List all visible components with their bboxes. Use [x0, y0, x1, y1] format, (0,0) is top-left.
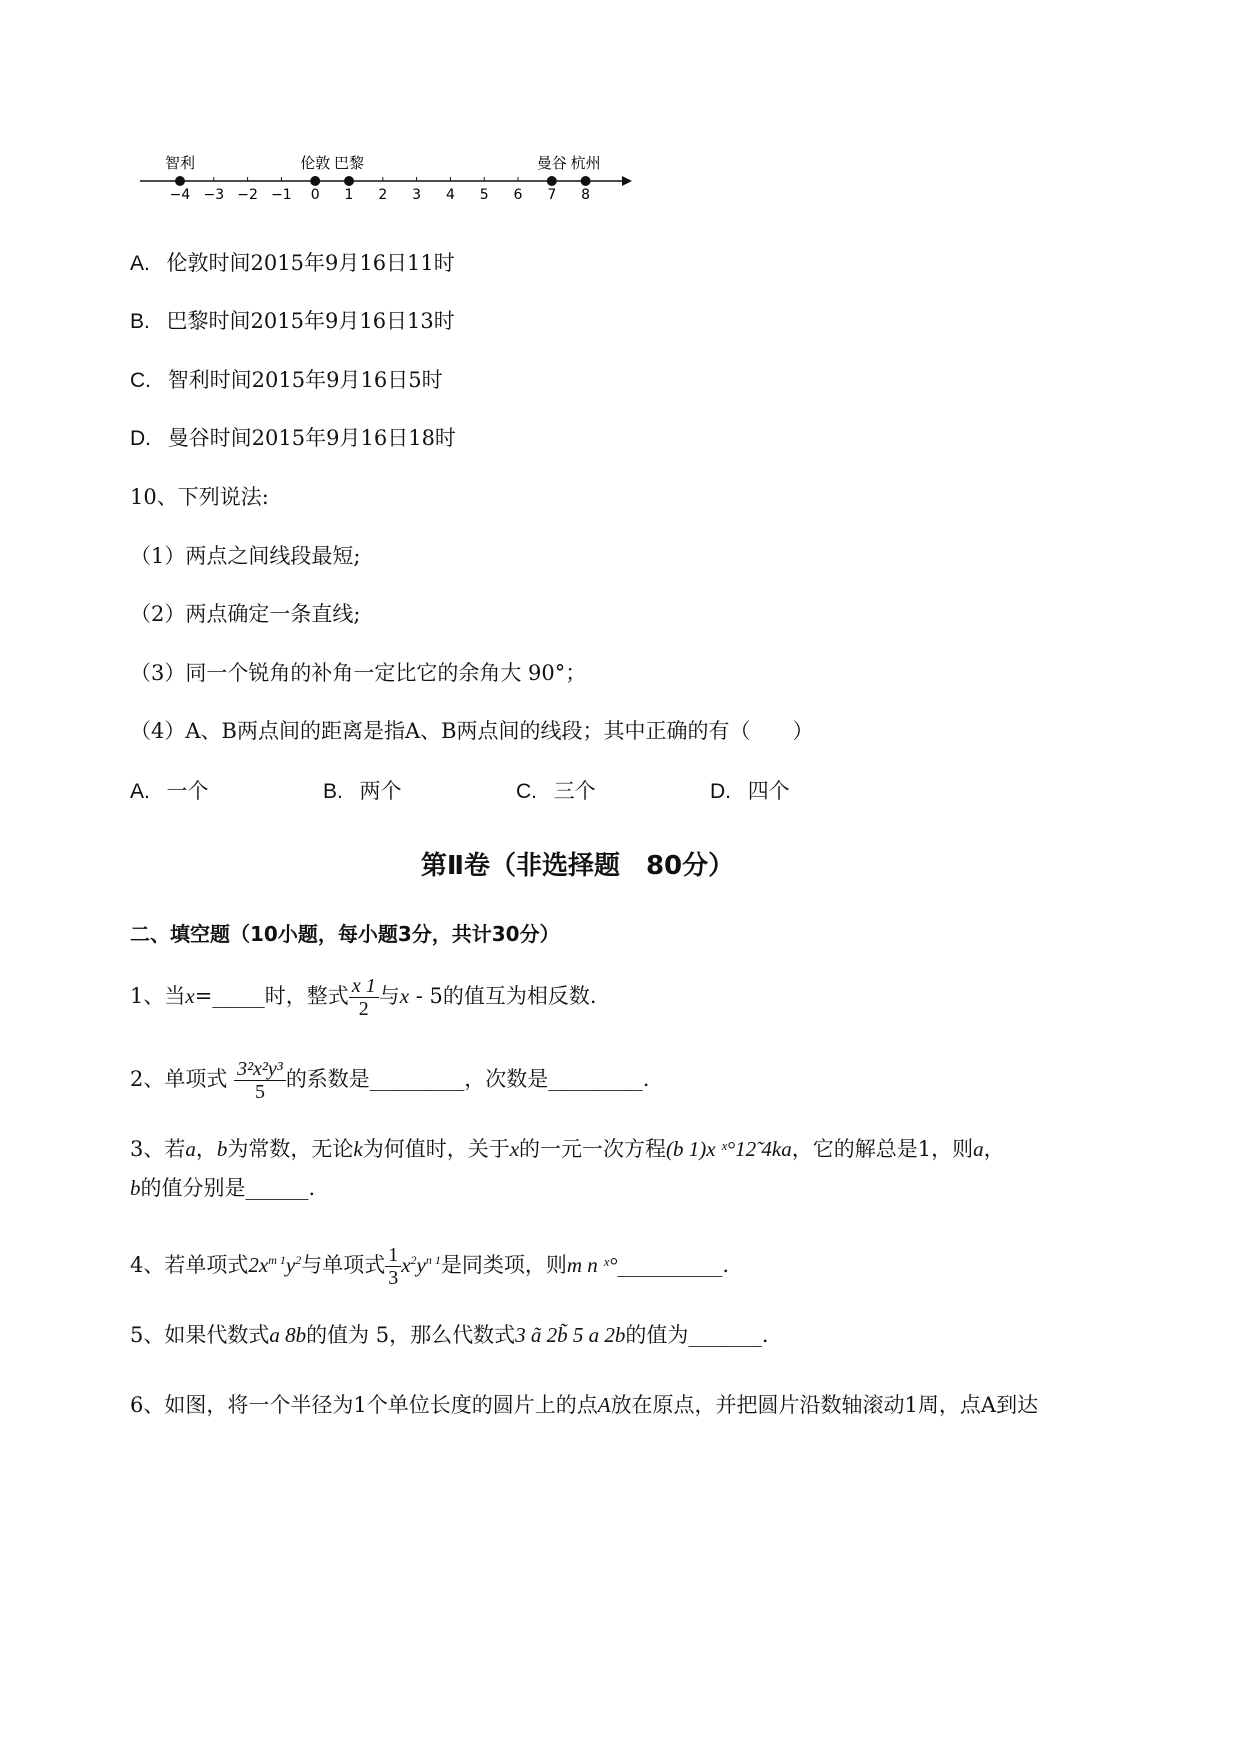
q5-expr-2: 3 ã 2b̃ 5 a 2b	[515, 1323, 626, 1347]
option-letter: B.	[323, 780, 343, 803]
city-label: 智利	[164, 154, 196, 172]
q2-part-b: 的系数是_________，次数是_________.	[285, 1067, 650, 1091]
city-point	[581, 176, 591, 186]
tick-label: 8	[581, 187, 591, 203]
tick-label: 4	[445, 187, 455, 203]
option-letter: A.	[130, 780, 150, 803]
option-text: 伦敦时间2015年9月16日11时	[166, 251, 455, 275]
q5-expr-1: a 8b	[269, 1323, 307, 1347]
city-label: 伦敦	[300, 154, 331, 172]
q10-item-1: （1）两点之间线段最短;	[130, 544, 361, 568]
q9-option-c	[130, 367, 443, 394]
city-point	[310, 176, 320, 186]
q4-part-b: 与单项式	[301, 1253, 386, 1277]
q3-part-a: 3、若	[130, 1137, 186, 1161]
q3-part-g: ，	[983, 1137, 1005, 1161]
q4-sup2: 2	[295, 1253, 302, 1267]
fraction-denominator: 3	[388, 1267, 399, 1289]
fill-q2	[130, 1058, 650, 1103]
q10-item-4: （4）A、B两点间的距离是指A、B两点间的线段；其中正确的有（ ）	[130, 719, 814, 743]
city-point	[344, 176, 354, 186]
q1-var-x: x	[185, 984, 195, 1008]
q5-part-b: 的值为 5，那么代数式	[306, 1323, 516, 1347]
fill-q3-line1	[130, 1136, 1005, 1162]
q3-equation: (b 1)x ˣ°12̃ 4ka	[666, 1137, 792, 1161]
option-letter: C.	[130, 369, 151, 392]
tick-label: 0	[310, 187, 320, 203]
tick-label: 2	[378, 187, 388, 203]
tick-label: 1	[344, 187, 354, 203]
tick-label: −2	[237, 187, 258, 203]
city-point	[547, 176, 557, 186]
q5-part-c: 的值为_______.	[625, 1323, 769, 1347]
city-point	[175, 176, 185, 186]
option-text: 巴黎时间2015年9月16日13时	[166, 309, 455, 333]
q3-var-b2: b	[130, 1176, 141, 1200]
option-letter: C.	[516, 780, 537, 803]
q1-var-x2: x	[399, 984, 410, 1008]
q3-line2-text: 的值分别是______.	[140, 1176, 316, 1200]
city-label: 曼谷	[536, 154, 567, 172]
q10-option-b	[323, 778, 402, 805]
option-text: 一个	[166, 779, 209, 803]
q2-part-a: 2、单项式	[130, 1067, 228, 1091]
city-label: 杭州	[570, 154, 601, 172]
tick-label: −3	[203, 187, 225, 203]
q4-m2: y	[285, 1253, 296, 1277]
q4-sup3: 2	[410, 1253, 417, 1267]
q4-part-a: 4、若单项式	[130, 1253, 249, 1277]
q4-part-c: 是同类项，则	[440, 1253, 567, 1277]
q10-item-3: （3）同一个锐角的补角一定比它的余角大 90°；	[130, 661, 587, 685]
fill-q1	[130, 975, 597, 1020]
q4-expr: m n ˣ°	[566, 1253, 618, 1277]
q3-part-b: ，	[195, 1137, 217, 1161]
q4-m4: y	[416, 1253, 426, 1277]
tick-label: −4	[169, 187, 191, 203]
tick-label: 7	[547, 187, 557, 203]
tick-label: 5	[479, 187, 489, 203]
number-line-figure	[140, 140, 640, 210]
q10-item-2: （2）两点确定一条直线;	[130, 602, 361, 626]
q6-part-a: 6、如图，将一个半径为1个单位长度的圆片上的点	[130, 1393, 598, 1417]
q6-var-a: A	[597, 1393, 611, 1417]
q5-part-a: 5、如果代数式	[130, 1323, 270, 1347]
q3-part-e: 的一元一次方程	[519, 1137, 667, 1161]
option-letter: D.	[130, 427, 151, 450]
q10-option-c	[516, 778, 596, 805]
q1-part-c: 与	[378, 984, 400, 1008]
q4-monomial-2	[401, 1253, 441, 1277]
q3-var-x: x	[509, 1137, 520, 1161]
option-letter: B.	[130, 310, 150, 333]
q4-m1: 2x	[248, 1253, 269, 1277]
q9-option-d	[130, 425, 456, 452]
q3-var-a: a	[185, 1137, 196, 1161]
city-label: 巴黎	[333, 154, 365, 172]
q6-part-b: 放在原点，并把圆片沿数轴滚动1周，点A到达	[610, 1393, 1039, 1417]
fraction-numerator: 3²x²y³	[234, 1058, 286, 1081]
part2-title: 第Ⅱ卷（非选择题 80分）	[420, 851, 735, 881]
option-text: 两个	[359, 779, 402, 803]
q1-part-b: =_____时，整式	[194, 984, 349, 1008]
q1-fraction	[349, 975, 379, 1020]
option-text: 四个	[747, 779, 790, 803]
fill-q4	[130, 1244, 729, 1289]
q4-monomial-1	[248, 1253, 301, 1277]
q4-blank: __________.	[617, 1253, 730, 1277]
q1-part-a: 1、当	[130, 984, 186, 1008]
fill-section-heading: 二、填空题（10小题，每小题3分，共计30分）	[130, 922, 560, 946]
q9-option-b	[130, 308, 455, 335]
tick-label: 3	[412, 187, 422, 203]
fraction-denominator: 2	[358, 998, 369, 1020]
q2-fraction	[234, 1058, 286, 1103]
q3-part-d: 为何值时，关于	[362, 1137, 510, 1161]
q4-sup1: m 1	[268, 1253, 286, 1267]
q3-part-c: 为常数，无论	[227, 1137, 354, 1161]
q1-part-d: - 5的值互为相反数.	[409, 984, 597, 1008]
q10-stem: 10、下列说法:	[130, 485, 269, 509]
tick-label: −1	[271, 187, 292, 203]
fraction-denominator: 5	[254, 1081, 265, 1103]
tick-label: 6	[513, 187, 523, 203]
q4-sup4: n 1	[425, 1253, 441, 1267]
q3-var-k: k	[353, 1137, 363, 1161]
q3-part-f: ，它的解总是1，则	[791, 1137, 974, 1161]
fraction-numerator: x 1	[349, 975, 379, 998]
option-letter: D.	[710, 780, 731, 803]
q3-var-a2: a	[973, 1137, 984, 1161]
fill-q5	[130, 1322, 769, 1348]
fill-q6	[130, 1392, 1038, 1418]
q10-option-d	[710, 778, 790, 805]
fraction-numerator: 1	[385, 1244, 401, 1267]
q4-m3: x	[401, 1253, 411, 1277]
q4-fraction	[385, 1244, 401, 1289]
option-letter: A.	[130, 252, 150, 275]
fill-q3-line2	[130, 1175, 315, 1201]
q9-option-a	[130, 250, 455, 277]
option-text: 三个	[553, 779, 596, 803]
option-text: 曼谷时间2015年9月16日18时	[167, 426, 456, 450]
option-text: 智利时间2015年9月16日5时	[167, 368, 443, 392]
axis-arrow-icon	[622, 176, 632, 186]
q3-var-b: b	[216, 1137, 228, 1161]
q10-option-a	[130, 778, 209, 805]
